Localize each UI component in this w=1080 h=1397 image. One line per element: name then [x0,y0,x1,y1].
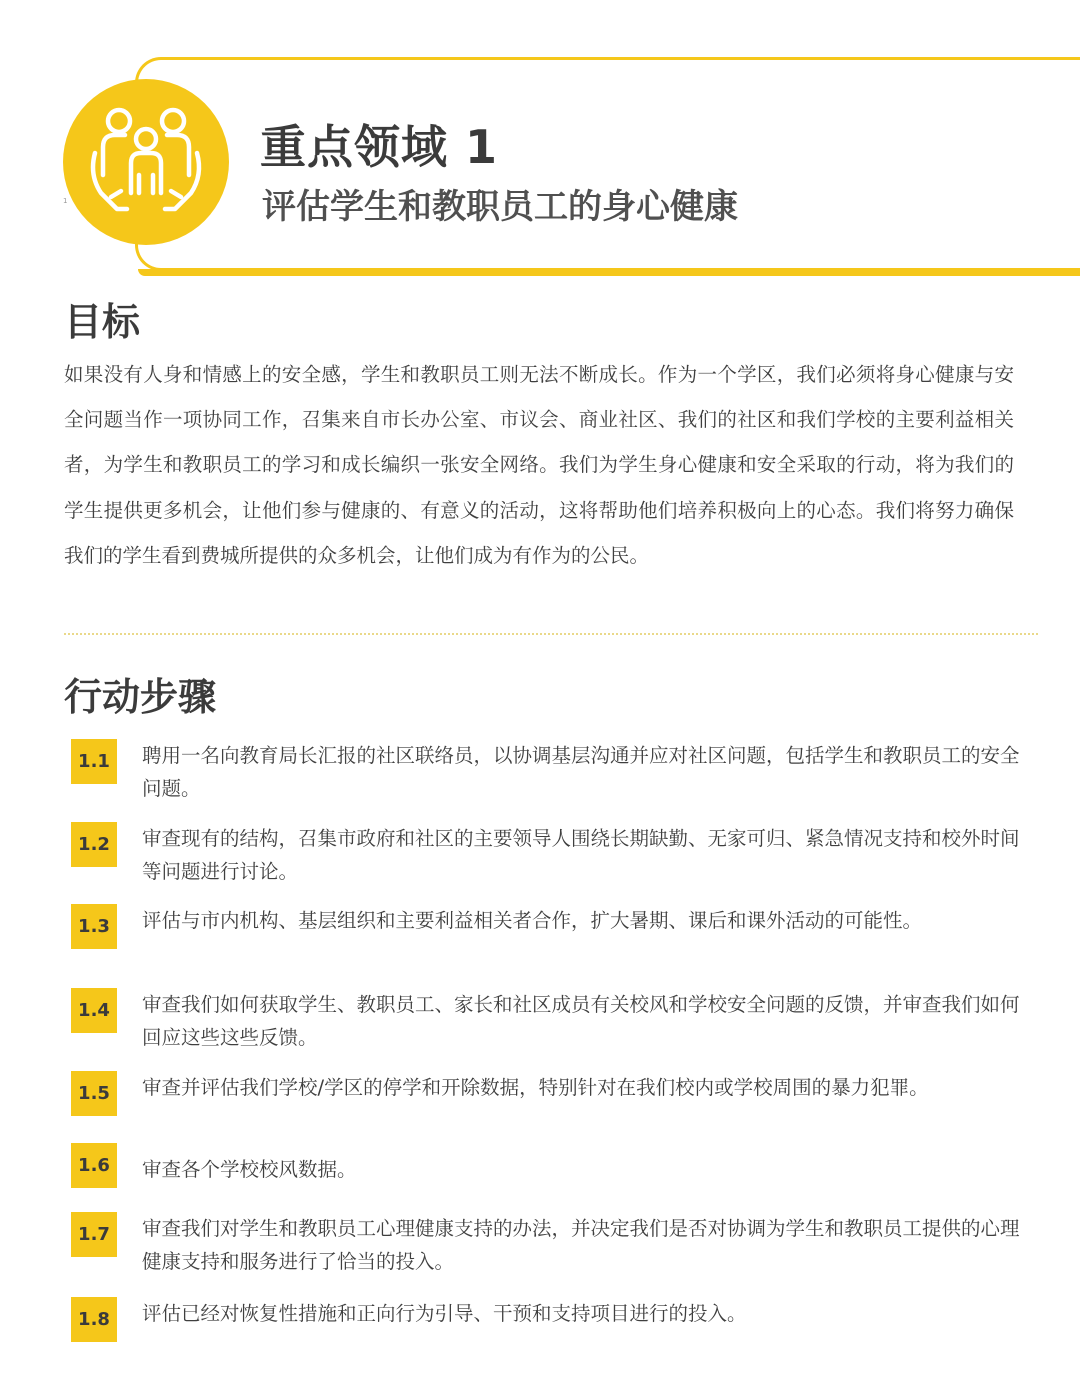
step-text: 审查我们如何获取学生、教职员工、家长和社区成员有关校风和学校安全问题的反馈，并审查我们如何回应这些这些反馈。 [142,993,1020,1049]
step-text: 评估与市内机构、基层组织和主要利益相关者合作，扩大暑期、课后和课外活动的可能性。 [142,909,923,932]
step-number-badge: 1.6 [71,1143,117,1188]
step-number-badge: 1.4 [71,988,117,1033]
goal-paragraph: 如果没有人身和情感上的安全感，学生和教职员工则无法不断成长。作为一个学区，我们必须将身心健康与安全问题当作一项协同工作，召集来自市长办公室、市议会、商业社区、我们的社区和我们学校的主要利益相关者，为学生和教职员工的学习和成长编织一张安全网络。我们为学生身心健康和安全采取的行动，将为我们的学生提供更多机会，让他们参与健康的、有意义的活动，这将帮助他们培养积极向上的心态。我们将努力确保我们的学生看到费城所提供的众多机会，让他们成为有作为的公民。 [64,363,1014,567]
step-text: 审查并评估我们学校/学区的停学和开除数据，特别针对在我们校内或学校周围的暴力犯罪。 [142,1076,929,1099]
step-text: 审查各个学校校风数据。 [142,1158,357,1181]
step-number-badge: 1.3 [71,904,117,949]
focus-area-subtitle: 评估学生和教职员工的身心健康 [262,187,738,227]
focus-area-title: 重点领域 1 [260,120,499,174]
step-text: 聘用一名向教育局长汇报的社区联络员，以协调基层沟通并应对社区问题，包括学生和教职员工的安全问题。 [142,744,1020,800]
goal-heading: 目标 [64,300,141,344]
step-number-badge: 1.2 [71,822,117,867]
step-number-badge: 1.7 [71,1212,117,1257]
step-text: 审查现有的结构，召集市政府和社区的主要领导人围绕长期缺勤、无家可归、紧急情况支持和校外时间等问题进行讨论。 [142,827,1020,883]
tiny-page-mark: 1 [63,197,68,205]
step-number-badge: 1.8 [71,1297,117,1342]
step-number-badge: 1.1 [71,739,117,784]
step-number-badge: 1.5 [71,1071,117,1116]
step-text: 审查我们对学生和教职员工心理健康支持的办法，并决定我们是否对协调为学生和教职员工提供的心理健康支持和服务进行了恰当的投入。 [142,1217,1020,1273]
action-steps-heading: 行动步骤 [64,675,217,719]
step-text: 评估已经对恢复性措施和正向行为引导、干预和支持项目进行的投入。 [142,1302,747,1325]
